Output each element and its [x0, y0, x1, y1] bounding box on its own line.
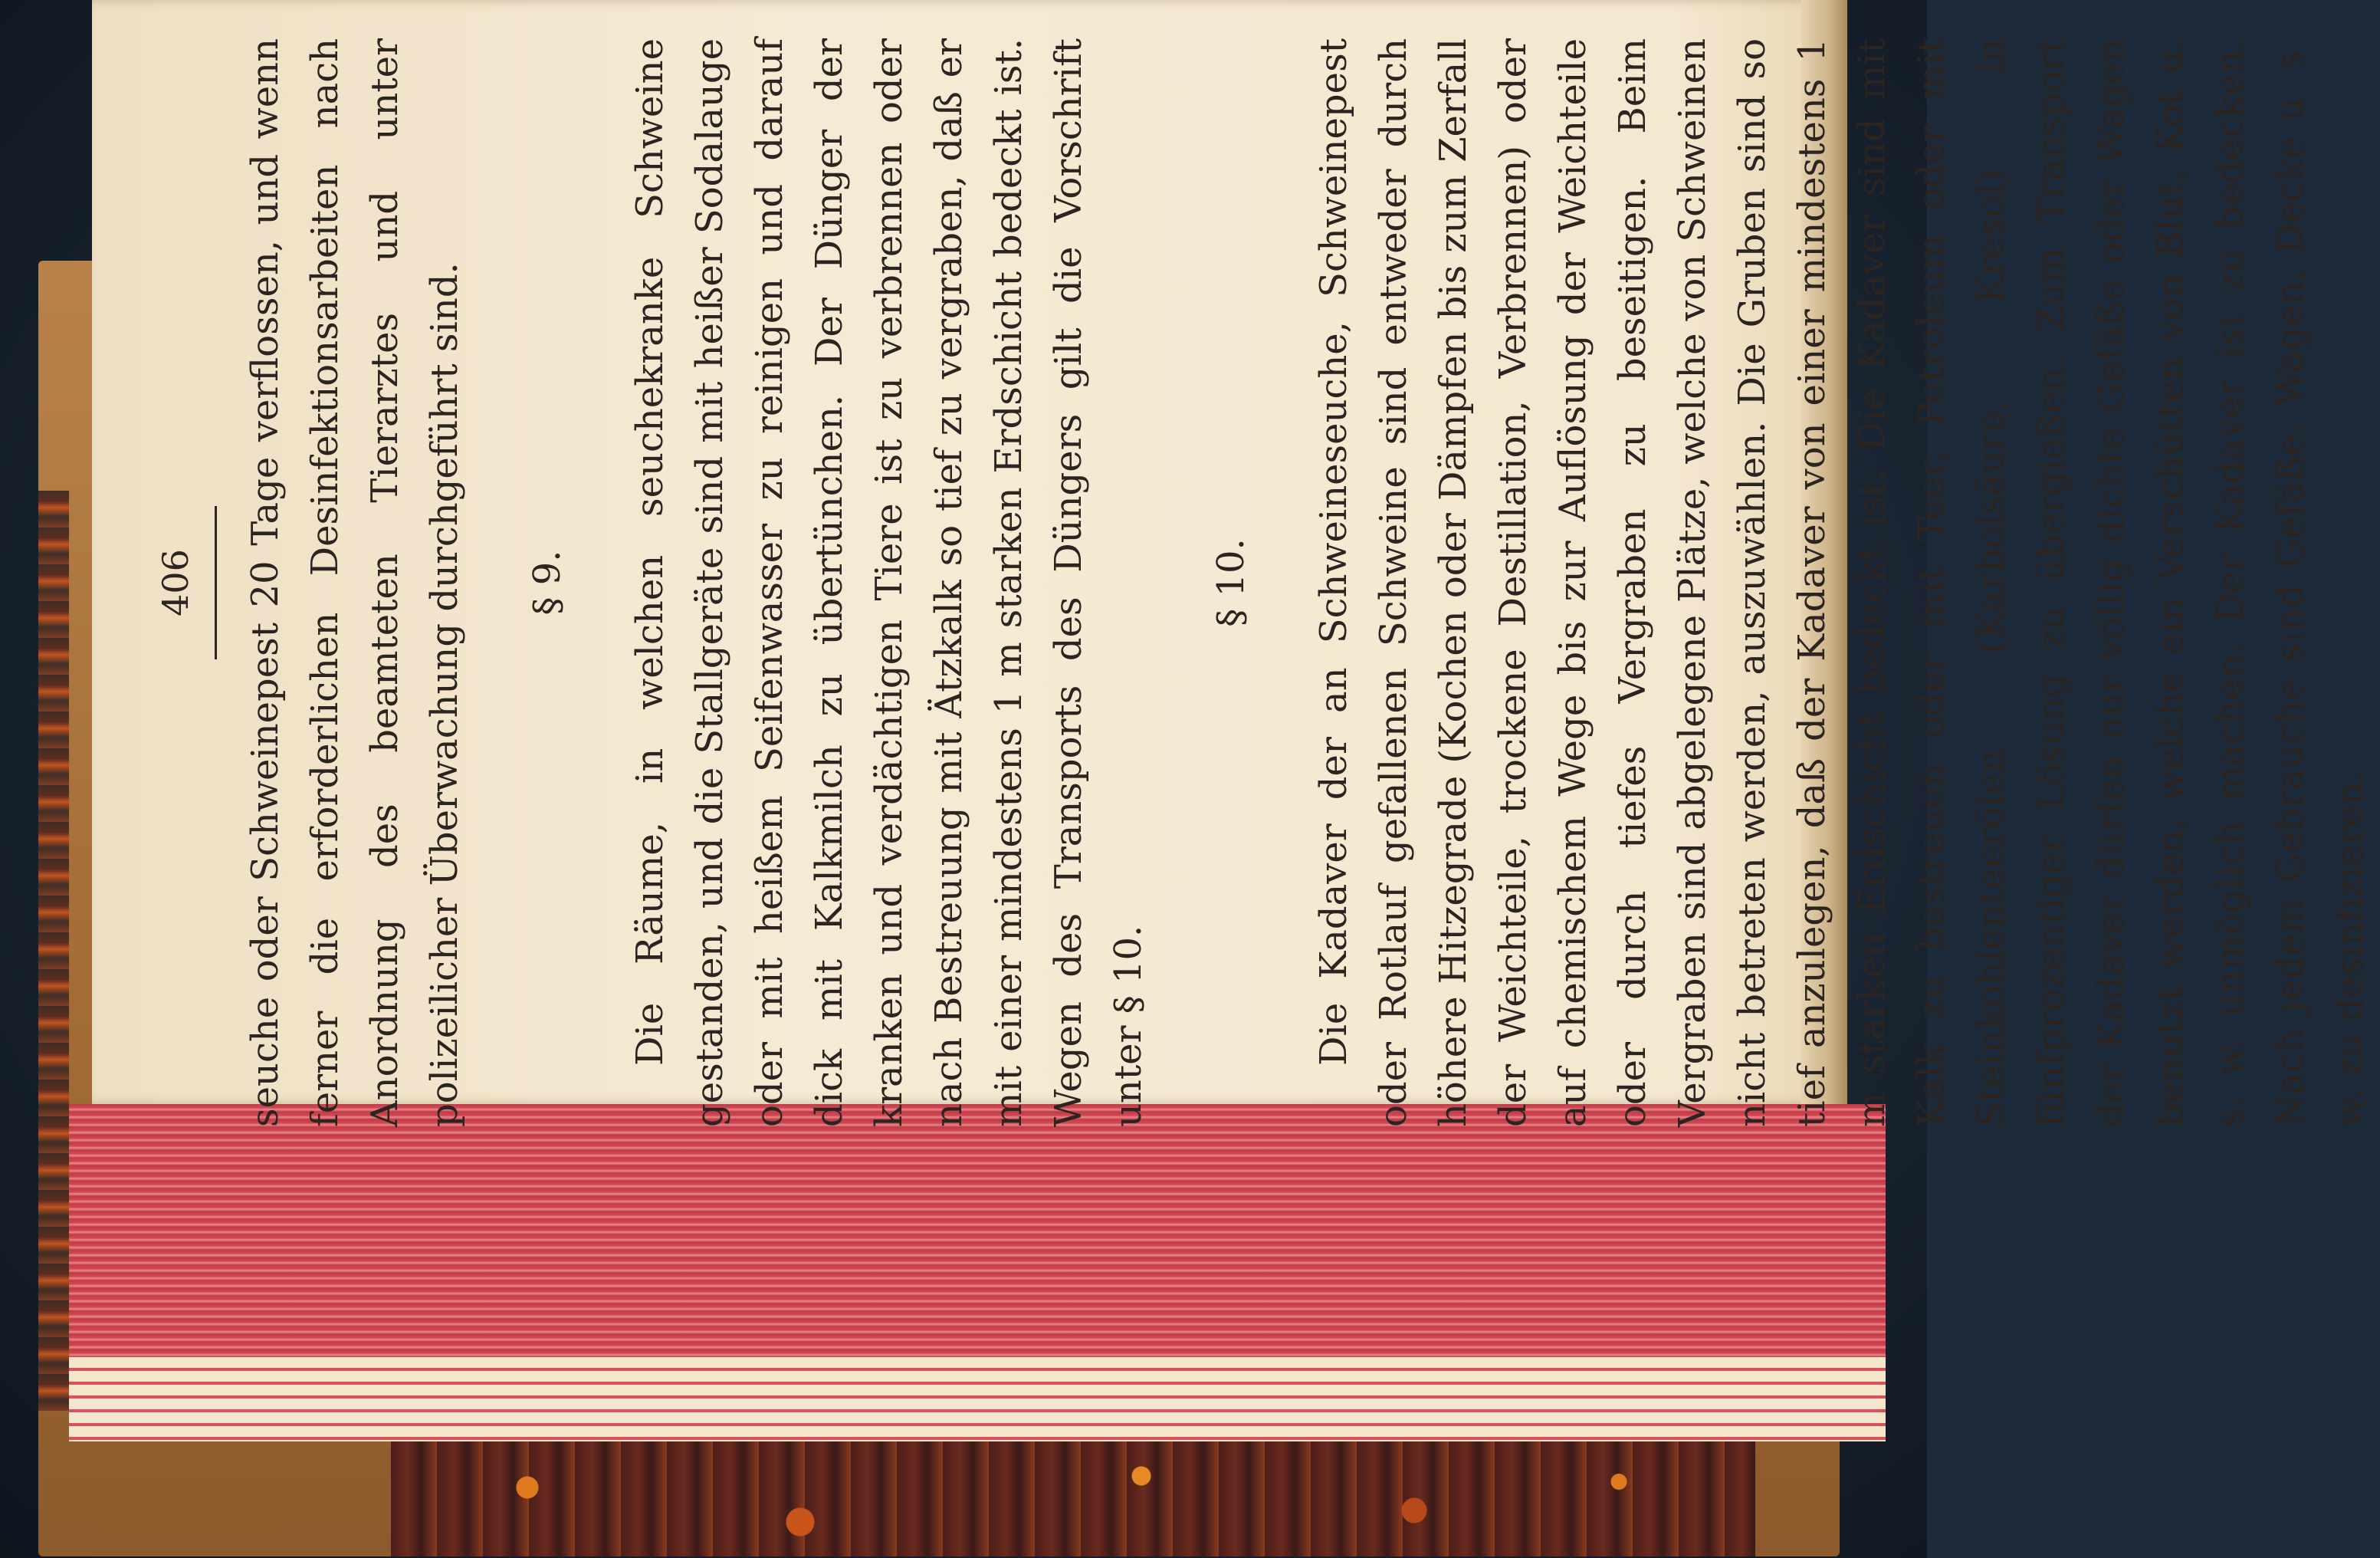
red-page-edges: [69, 1104, 1886, 1441]
section-10-text: Die Kadaver der an Schweineseuche, Schweinepest oder Rotlauf gefallenen Schweine sind entweder durch höhere Hitzegrade (Kochen oder Dämpfen bis zum Zerfall der Weichteile, trockene Destillation, Verbrennen) oder auf chemischem Wege bis zur Auflösung der Weichteile oder durch tiefes Vergraben zu beseitigen. Beim Vergraben sind abgelegene Plätze, welche von Schweinen nicht betreten werden, auszuwählen. Die Gruben sind so tief anzulegen, daß der Kadaver von einer mindestens 1 m starken Erdschicht bedeckt ist. Die Kadaver sind mit Kalk zu bestreuen oder mit Teer, Petroleum oder mit Steinkohlenteerölen (Karbolsäure, Kresol) in fünfprozentiger Lösung zu übergießen. Zum Transport der Kadaver dürfen nur völlig dichte Gefäße oder Wagen benutzt werden, welche ein Verschütten von Blut, Kot u. s. w. unmöglich machen. Der Kadaver ist zu bedecken. Nach jedem Gebrauche sind Gefäße, Wagen, Decke u. s. w. zu desinfizieren.: [1312, 38, 2372, 1127]
marbled-spine: [38, 491, 69, 1411]
section-heading-10: § 10.: [1210, 538, 1252, 627]
section-heading-9: § 9.: [526, 550, 569, 616]
page-number: 406: [146, 506, 217, 659]
marbled-cover-edge: [391, 1441, 1755, 1556]
section-9-text: Die Räume, in welchen seuchekranke Schweine gestanden, und die Stallgeräte sind mit heißer Sodalauge oder mit heißem Seifenwasser zu reinigen und darauf dick mit Kalkmilch zu übertünchen. Der Dünger der kranken und verdächtigen Tiere ist zu verbrennen oder nach Bestreuung mit Ätzkalk so tief zu vergraben, daß er mit einer mindestens 1 m starken Erdschicht bedeckt ist. Wegen des Transports des Düngers gilt die Vorschrift unter § 10.: [629, 38, 1150, 1127]
paragraph-continued: seuche oder Schweinepest 20 Tage verflossen, und wenn ferner die erforderlichen Desinfektionsarbeiten nach Anordnung des beamteten Tierarztes und unter polizeilicher Überwachung durchgeführt sind.: [244, 38, 466, 1127]
page-text-block: [146, 38, 2372, 1127]
